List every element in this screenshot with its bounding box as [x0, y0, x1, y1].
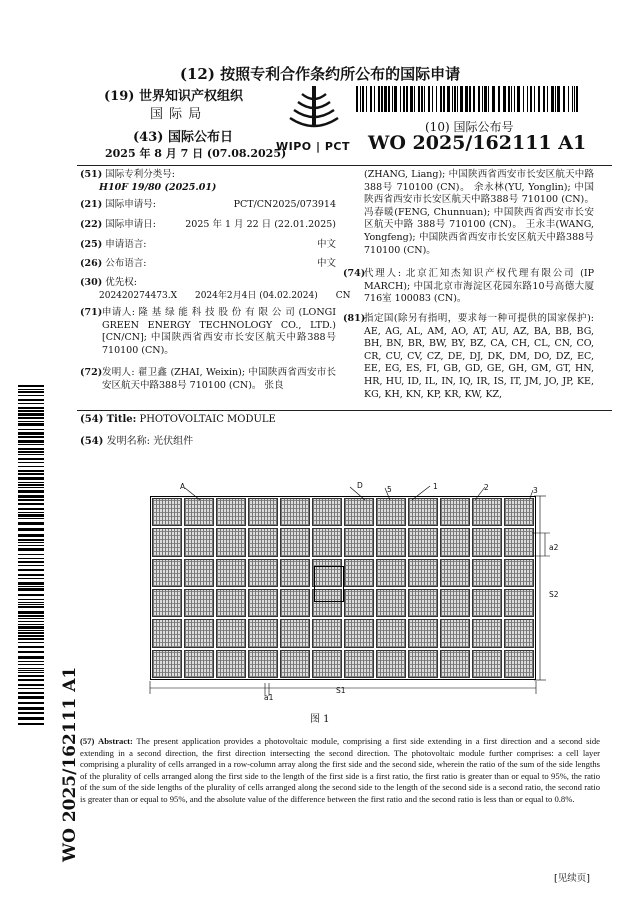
ipc-value: H10F 19/80 (2025.01) [99, 181, 217, 193]
biblio-51: (51) 国际专利分类号: H10F 19/80 (2025.01) [80, 169, 217, 193]
biblio-72: (72) 发明人: 翟卫鑫 (ZHAI, Weixin); 中国陕西省西安市长安区航天中路388号 710100 (CN)。 张良 [80, 367, 337, 391]
continued-on-next-page: [见续页] [554, 873, 590, 884]
org-sub: 国 际 局 [150, 107, 203, 122]
logo-text: WIPO | PCT [276, 140, 350, 153]
title-rule [77, 410, 612, 411]
pubdate-value: 2025 年 8 月 7 日 (07.08.2025) [105, 147, 287, 160]
wipo-emblem-icon [274, 84, 354, 140]
barcode-bar [578, 86, 581, 112]
agent-block: (74) 代理人: 北京汇知杰知识产权代理有限公司 (IP MARCH); 中国北京市海淀区花园东路10号高德大厦716室 100083 (CN)。 [343, 268, 594, 305]
label-a2: a2 [549, 543, 559, 552]
pubno-code: (10) [425, 120, 450, 134]
title-cn: (54) 发明名称: 光伏组件 [80, 436, 194, 447]
wipo-logo [274, 84, 354, 156]
biblio-21: (21) 国际申请号: PCT/CN2025/073914 [80, 199, 336, 210]
label-1: 1 [433, 482, 438, 491]
header-rule [77, 165, 612, 166]
label-a1: a1 [264, 693, 274, 702]
label-s2: S2 [549, 590, 559, 599]
abstract: (57) Abstract: The present application provides a photovoltaic module, comprising a first side extending in a first direction and a second side extending in a second direction, the first direction intersecting the second direction. The photovoltaic module further comprises: a cell layer comprising a plurality of cells arranged in a row-column array along the first side and the second side, wherein the ratio of the sum of the side lengths of the plurality of cells arranged along the first side to the length of the first side is a first ratio, the first ratio is greater than or equal to 95%, the ratio of the sum of the side lengths of the plurality of cells arranged along the second side to the length of the second side is a second ratio, the second ratio is greater than or equal to 95%, and the absolute value of the difference between the first ratio and the second ratio is less than or equal to 0.8%. [80, 736, 600, 804]
dimension-lines [140, 478, 560, 708]
label-5: 5 [387, 485, 392, 494]
priority-value: 202420274473.X 2024年2月4日 (04.02.2024) CN [99, 290, 351, 301]
org-code: (19) [104, 89, 135, 104]
inventors-continued: (ZHANG, Liang); 中国陕西省西安市长安区航天中路388号 710100 (CN)。 余永林(YU, Yonglin); 中国陕西省西安市长安区航天中路388号 710100 (CN)。 冯春暖(FENG, Chunnuan); 中国陕西省西安市长安区航天中路 388号 710100 (CN)。 王永丰(WANG, Yongfeng); 中国陕西省西安市长安区航天中路388号 710100 (CN)。 [364, 169, 594, 256]
label-a: A [180, 482, 186, 491]
org-name: 世界知识产权组织 [138, 89, 243, 104]
inventor-value: 翟卫鑫 (ZHAI, Weixin); 中国陕西省西安市长安区航天中路388号 710100 (CN)。 张良 [102, 367, 337, 391]
pubno-value: WO 2025/162111 A1 [368, 132, 587, 154]
designated-states: (81) 指定国(除另有指明，要求每一种可提供的国家保护): AE, AG, AL, AM, AO, AT, AU, AZ, BA, BB, BG, BH, BN, BR, BW, BY, BZ, CA, CH, CL, CN, CO, CR, CU, CV, CZ, DE, DJ, DK, DM, DO, DZ, EC, EE, EG, ES, FI, GB, GD, GE, GH, GM, GT, HN, HR, HU, ID, IL, IN, IQ, IR, IS, IT, JM, JO, JP, KE, KG, KH, KN, KP, KR, KW, KZ, [343, 313, 594, 400]
label-3: 3 [533, 486, 538, 495]
label-d: D [357, 481, 363, 490]
pubdate-code: (43) [133, 130, 164, 145]
biblio-25: (25) 申请语言: 中文 [80, 239, 336, 250]
biblio-26: (26) 公布语言: 中文 [80, 258, 336, 269]
barcode [356, 86, 581, 112]
organization-block [104, 85, 243, 104]
pubdate-block [133, 126, 233, 145]
title-en: (54) Title: PHOTOVOLTAIC MODULE [80, 414, 276, 425]
applicant-value: 隆 基 绿 能 科 技 股 份 有 限 公 司 (LONGI GREEN ENERGY TECHNOLOGY CO., LTD.) [CN/CN]; 中国陕西省西安市长安区航天中路388号 710100 (CN)。 [102, 307, 336, 356]
biblio-71: (71) 申请人: 隆 基 绿 能 科 技 股 份 有 限 公 司 (LONGI GREEN ENERGY TECHNOLOGY CO., LTD.) [CN/CN]; 中国陕西省西安市长安区航天中路388号 710100 (CN)。 [80, 307, 336, 356]
label-2: 2 [484, 483, 489, 492]
biblio-22: (22) 国际申请日: 2025 年 1 月 22 日 (22.01.2025) [80, 219, 336, 230]
figure-caption: 图 1 [310, 714, 330, 725]
side-barcode [18, 385, 44, 725]
side-publication-number: WO 2025/162111 A1 [60, 666, 80, 862]
biblio-30: (30) 优先权: 202420274473.X 2024年2月4日 (04.02.2024) CN [80, 277, 351, 301]
abstract-text: The present application provides a photovoltaic module, comprising a first side extending in a first direction and a second side extending in a second direction, the first direction intersecting the second direction. The photovoltaic module further comprises: a cell layer comprising a plurality of cells arranged in a row-column array along the first side and the second side, wherein the ratio of the sum of the side lengths of the plurality of cells arranged along the first side to the length of the first side is a first ratio, the first ratio is greater than or equal to 95%, the ratio of the sum of the side lengths of the plurality of cells arranged along the second side to the length of the second side is a second ratio, the second ratio is greater than or equal to 95%, and the absolute value of the difference between the first ratio and the second ratio is less than or equal to 0.8%. [80, 736, 600, 804]
pubdate-label: 国际公布日 [167, 130, 233, 145]
barcode-bar [18, 723, 44, 725]
pubno-label: 国际公布号 [453, 120, 514, 134]
document-type-title: (12) 按照专利合作条约所公布的国际申请 [179, 65, 461, 83]
label-s1: S1 [336, 686, 346, 695]
